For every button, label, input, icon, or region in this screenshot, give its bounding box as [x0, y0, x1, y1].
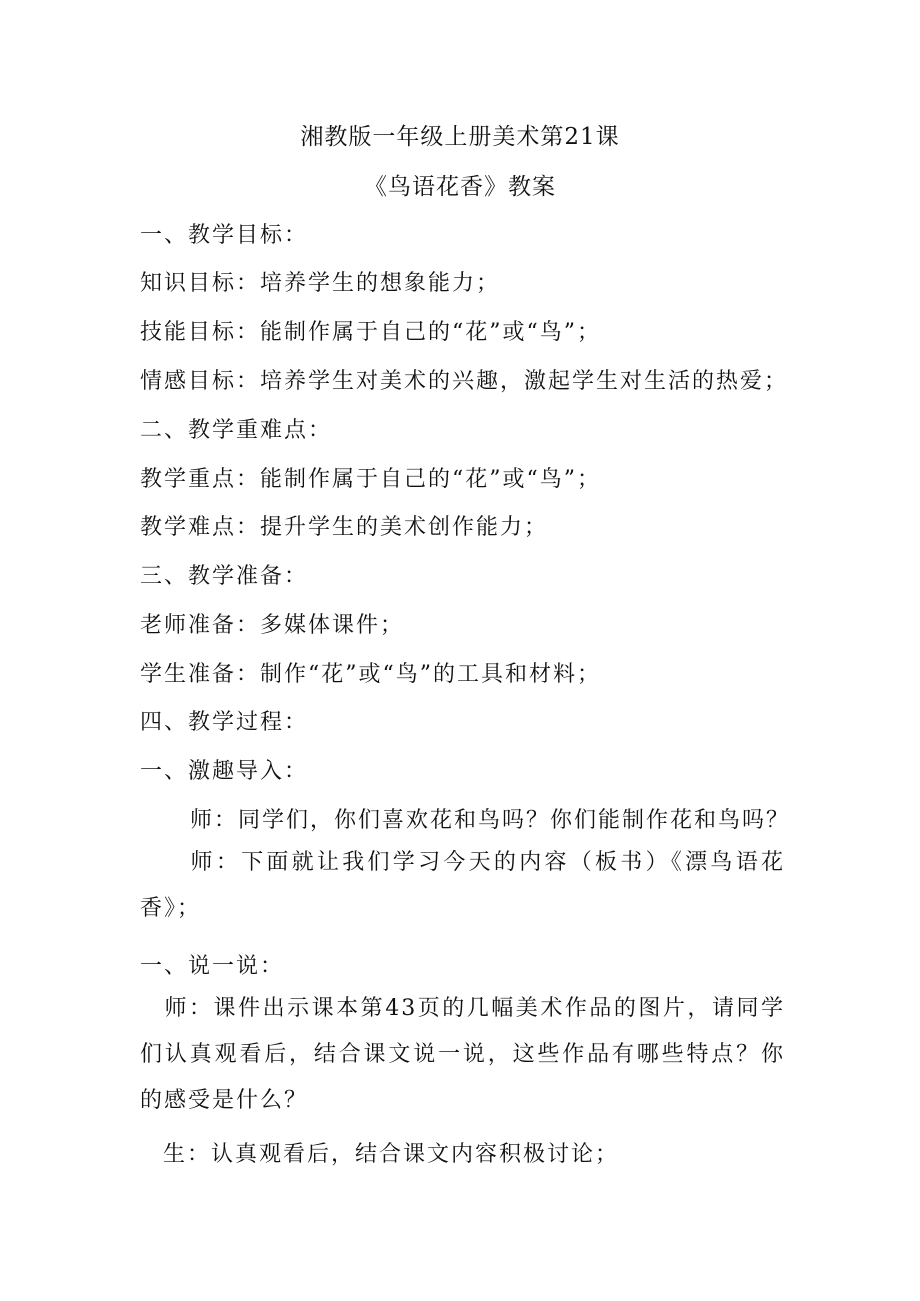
key-point: 教学重点：能制作属于自己的“花”或“鸟”；: [140, 467, 601, 492]
document-subtitle: 《鸟语花香》教案: [364, 174, 556, 200]
step2-heading: 一、说一说：: [140, 954, 285, 979]
section-heading-goals: 一、教学目标：: [140, 223, 309, 248]
document-title: 湘教版一年级上册美术第21课: [300, 124, 620, 150]
student-preparation: 学生准备：制作“花”或“鸟”的工具和材料；: [140, 662, 601, 687]
section-heading-process: 四、教学过程：: [140, 710, 309, 735]
step1-paragraph-1: 师：同学们，你们喜欢花和鸟吗？你们能制作花和鸟吗？: [190, 808, 791, 833]
step1-heading: 一、激趣导入：: [140, 759, 309, 784]
step2-paragraph-1: 师：课件出示课本第43页的几幅美术作品的图片，请同学们认真观看后，结合课文说一说，这些作品有哪些特点？你的感受是什么？: [140, 996, 785, 1113]
section-heading-preparation: 三、教学准备：: [140, 564, 309, 589]
difficult-point: 教学难点：提升学生的美术创作能力；: [140, 515, 549, 540]
teacher-preparation: 老师准备：多媒体课件；: [140, 613, 405, 638]
step1-paragraph-2: 师：下面就让我们学习今天的内容（板书）《漂鸟语花香》；: [140, 850, 785, 921]
step2-paragraph-2: 生：认真观看后，结合课文内容积极讨论；: [163, 1142, 620, 1167]
goal-skill: 技能目标：能制作属于自己的“花”或“鸟”；: [140, 320, 601, 345]
goal-knowledge: 知识目标：培养学生的想象能力；: [140, 271, 501, 296]
goal-emotion: 情感目标：培养学生对美术的兴趣，激起学生对生活的热爱；: [140, 369, 789, 394]
section-heading-key-points: 二、教学重难点：: [140, 418, 333, 443]
